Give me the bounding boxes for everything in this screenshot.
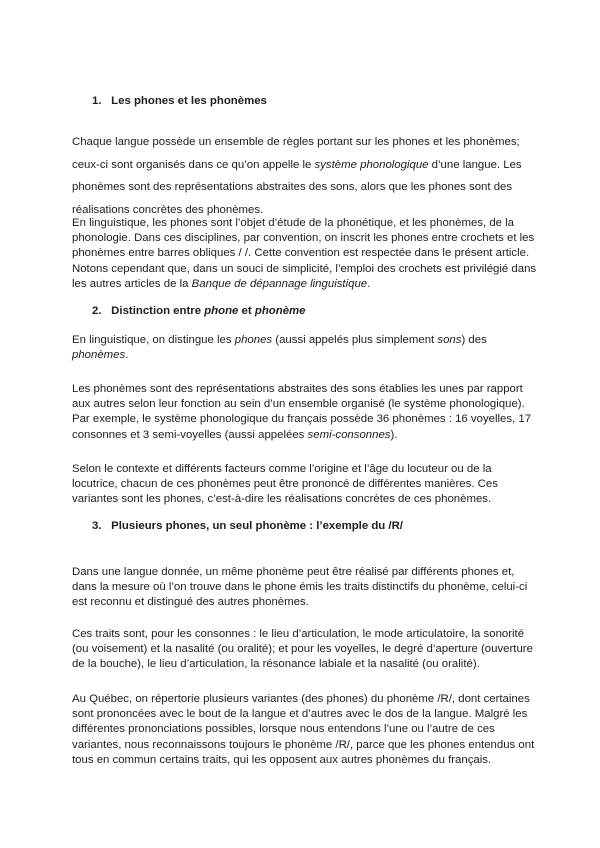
text-line [72, 154, 532, 177]
text-run: ). [390, 428, 398, 441]
section-2-paragraph-1 [72, 333, 532, 363]
text-line: phonèmes entre barres obliques / /. Cette convention est respectée dans le présent article. [72, 247, 530, 260]
text-line: Selon le contexte et différents facteurs comme l’origine et l’âge du locuteur ou de la [72, 463, 492, 475]
section-3-paragraph-3 [72, 692, 535, 768]
italic-term: phonème [254, 305, 306, 317]
text-run: ceux-ci sont organisés dans ce qu’on appelle le [72, 158, 315, 171]
text-line: sont prononcées avec le bout de la langue et d’autres avec le dos de la langue. Malgré les [72, 708, 528, 721]
text-line [72, 277, 532, 292]
italic-term: Banque de dépannage linguistique [191, 277, 368, 290]
section-3-paragraph-2 [72, 627, 532, 673]
text-run: . [125, 349, 129, 362]
section-2-number: 2. [92, 305, 102, 317]
italic-term: phones [234, 334, 273, 346]
italic-term: phonèmes [72, 349, 126, 362]
text-line: est reconnu et distingué des autres phonèmes. [72, 596, 309, 609]
section-3-title: Plusieurs phones, un seul phonème : l’exemple du /R/ [111, 520, 403, 532]
section-2-paragraph-3 [72, 462, 532, 508]
text-run: et [238, 305, 255, 317]
text-run: En linguistique, on distingue les [72, 334, 235, 346]
text-line: de la bouche), le lieu d’articulation, la résonance labiale et la nasalité (ou oralité). [72, 658, 480, 671]
text-line: Par exemple, le système phonologique du français possède 36 phonèmes : 16 voyelles, 17 [72, 413, 532, 426]
text-line: Notons cependant que, dans un souci de simplicité, l’emploi des crochets est privilégié dans [72, 262, 537, 275]
text-line: dans la mesure où l’on trouve dans le phone émis les traits distinctifs du phonème, celui-ci [72, 581, 528, 594]
text-line: variantes, nous reconnaissons toujours le phonème /R/, parce que les phones entendus ont [72, 738, 535, 751]
text-line: aux autres selon leur fonction au sein d’un ensemble organisé (le système phonologique). [72, 398, 525, 411]
italic-term: semi-consonnes [307, 428, 391, 441]
text-run: Distinction entre [111, 305, 205, 317]
text-line: locutrice, chacun de ces phonèmes peut être prononcé de différentes manières. Ces [72, 478, 498, 491]
text-line: différentes prononciations possibles, lorsque nous entendons l’une ou l’autre de ces [72, 723, 495, 736]
section-3-paragraph-1 [72, 565, 532, 611]
section-1-title: Les phones et les phonèmes [111, 95, 267, 107]
italic-term: phone [204, 305, 239, 317]
text-line: réalisations concrètes des phonèmes. [72, 203, 264, 216]
text-line: Dans une langue donnée, un même phonème peut être réalisé par différents phones et, [72, 566, 515, 578]
section-2-title [111, 305, 305, 317]
text-line: phonologie. Dans ces disciplines, par convention, on inscrit les phones entre crochets et les [72, 232, 535, 245]
text-line: tous en commun certains traits, qui les opposent aux autres phonèmes du français. [72, 753, 492, 766]
text-line [72, 428, 532, 443]
section-3-heading [92, 520, 403, 532]
text-line: phonèmes sont des représentations abstraites des sons, alors que les phones sont des [72, 181, 513, 193]
section-3-number: 3. [92, 520, 102, 532]
text-line: (ou voisement) et la nasalité (ou oralité); et pour les voyelles, le degré d’aperture (ouverture [72, 643, 533, 656]
text-run: . [367, 277, 371, 290]
text-line: Les phonèmes sont des représentations abstraites des sons établies les unes par rapport [72, 383, 523, 395]
text-line: Chaque langue possède un ensemble de règles portant sur les phones et les phonèmes; [72, 136, 520, 148]
section-1-paragraph-2 [72, 216, 537, 292]
section-1-heading [92, 95, 267, 107]
text-run: (aussi appelés plus simplement [272, 334, 438, 346]
text-run: ) des [461, 334, 487, 346]
text-line: Ces traits sont, pour les consonnes : le lieu d’articulation, le mode articulatoire, la sonorité [72, 628, 525, 640]
text-line: En linguistique, les phones sont l’objet d’étude de la phonétique, et les phonèmes, de la [72, 217, 515, 229]
italic-term: système phonologique [314, 158, 429, 171]
text-run: d’une langue. Les [428, 158, 522, 171]
text-run: les autres articles de la [72, 277, 192, 290]
text-line [72, 333, 532, 348]
section-2-paragraph-2 [72, 382, 532, 443]
section-1-paragraph-1 [72, 131, 532, 221]
text-line: variantes sont les phones, c’est-à-dire les réalisations concrètes de ces phonèmes. [72, 493, 492, 506]
section-1-number: 1. [92, 95, 102, 107]
text-line [72, 348, 532, 363]
section-2-heading [92, 305, 306, 317]
text-run: consonnes et 3 semi-voyelles (aussi appelées [72, 428, 308, 441]
italic-term: sons [437, 334, 462, 346]
text-line: Au Québec, on répertorie plusieurs variantes (des phones) du phonème /R/, dont certaines [72, 693, 530, 705]
